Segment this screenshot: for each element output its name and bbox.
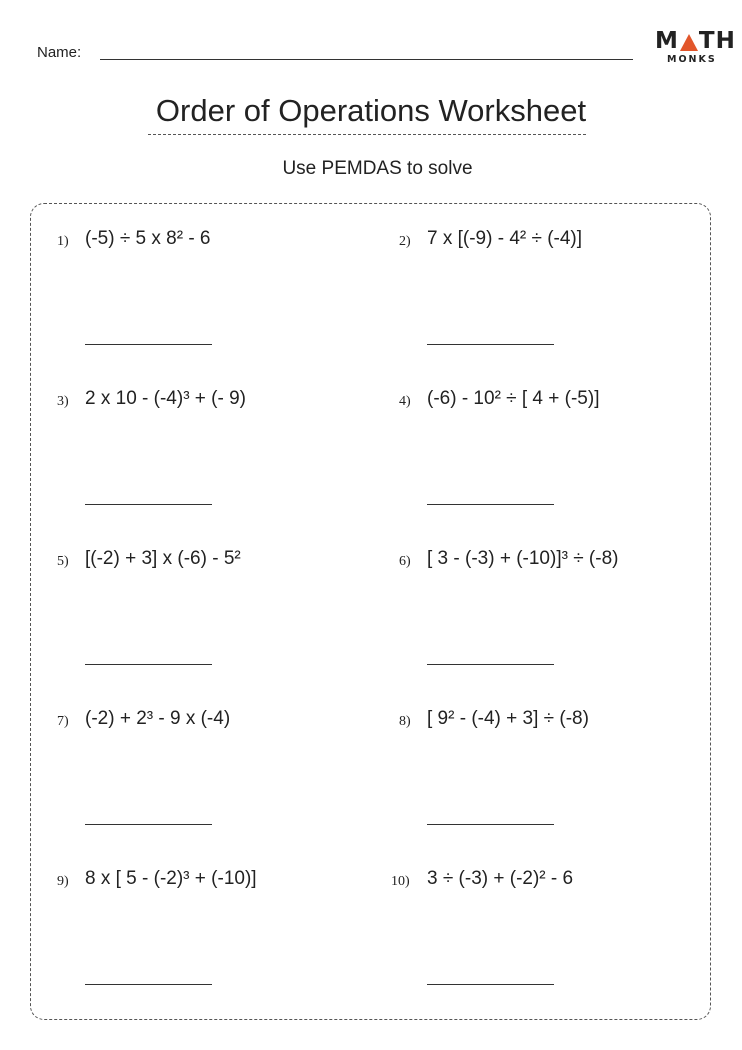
problem-10 xyxy=(391,868,699,1028)
problem-number: 2) xyxy=(399,234,411,249)
problem-expression: 2 x 10 - (-4)³ + (- 9) xyxy=(85,388,246,409)
problem-expression: (-2) + 2³ - 9 x (-4) xyxy=(85,708,231,729)
answer-line[interactable] xyxy=(85,504,212,505)
problem-expression: 8 x [ 5 - (-2)³ + (-10)] xyxy=(85,868,257,889)
page-title: Order of Operations Worksheet xyxy=(155,93,587,128)
answer-line[interactable] xyxy=(85,664,212,665)
answer-line[interactable] xyxy=(85,344,212,345)
problem-expression: 3 ÷ (-3) + (-2)² - 6 xyxy=(427,868,574,889)
problem-number: 1) xyxy=(57,234,69,249)
problem-expression: [ 9² - (-4) + 3] ÷ (-8) xyxy=(427,708,589,729)
problem-5 xyxy=(57,548,357,708)
problem-8 xyxy=(399,708,699,868)
problem-expression: [(-2) + 3] x (-6) - 5² xyxy=(85,548,241,569)
problem-expression: (-6) - 10² ÷ [ 4 + (-5)] xyxy=(427,388,600,409)
answer-line[interactable] xyxy=(427,984,554,985)
problem-4 xyxy=(399,388,699,548)
math-monks-logo xyxy=(655,28,736,68)
problem-2 xyxy=(399,228,699,388)
problem-number: 10) xyxy=(391,874,410,889)
problem-7 xyxy=(57,708,357,868)
problem-3 xyxy=(57,388,357,548)
triangle-icon xyxy=(680,34,698,51)
logo-subtext: MONKS xyxy=(667,54,717,65)
instructions: Use PEMDAS to solve xyxy=(282,158,473,179)
answer-line[interactable] xyxy=(427,824,554,825)
answer-line[interactable] xyxy=(427,344,554,345)
logo-wordmark: M TH xyxy=(655,28,736,54)
answer-line[interactable] xyxy=(427,504,554,505)
problem-6 xyxy=(399,548,699,708)
problem-number: 4) xyxy=(399,394,411,409)
problem-number: 6) xyxy=(399,554,411,569)
problem-number: 8) xyxy=(399,714,411,729)
name-label: Name: xyxy=(37,44,82,61)
problem-number: 7) xyxy=(57,714,69,729)
title-underline xyxy=(148,134,586,135)
problem-number: 3) xyxy=(57,394,69,409)
problem-number: 5) xyxy=(57,554,69,569)
problem-expression: 7 x [(-9) - 4² ÷ (-4)] xyxy=(427,228,583,249)
answer-line[interactable] xyxy=(85,824,212,825)
name-line[interactable] xyxy=(100,59,633,60)
answer-line[interactable] xyxy=(427,664,554,665)
problem-1 xyxy=(57,228,357,388)
problem-expression: (-5) ÷ 5 x 8² - 6 xyxy=(85,228,211,249)
problem-number: 9) xyxy=(57,874,69,889)
problem-9 xyxy=(57,868,357,1028)
problem-expression: [ 3 - (-3) + (-10)]³ ÷ (-8) xyxy=(427,548,619,569)
answer-line[interactable] xyxy=(85,984,212,985)
